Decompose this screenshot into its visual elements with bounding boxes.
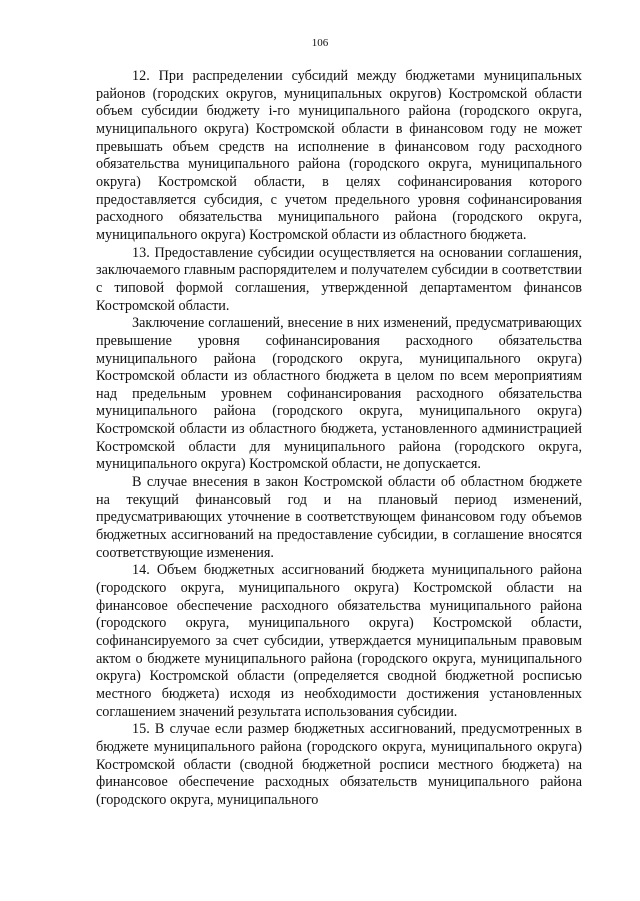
page-number: 106 xyxy=(311,37,329,49)
paragraph-12: 12. При распределении субсидий между бюджетами муниципальных районов (городских округов, муниципальных округов) Костромской области объем субсидии бюджету i-го муниципального района (городского округа, муниципального округа) Костромской области в финансовом году не может превышать объем средств на исполнение в финансовом году расходного обязательства муниципального района (городского округа, муниципального округа) Костромской области, в целях софинансирования которого предоставляется субсидия, с учетом предельного уровня софинансирования расходного обязательства муниципального района (городского округа, муниципального округа) Костромской области из областного бюджета. xyxy=(96,68,582,243)
document-body xyxy=(96,68,582,810)
paragraph-law-amendments: В случае внесения в закон Костромской области об областном бюджете на текущий финансовый год и на плановый период изменений, предусматривающих уточнение в соответствующем финансовом году объемов бюджетных ассигнований на предоставление субсидии, в соглашение вносятся соответствующие изменения. xyxy=(96,474,582,561)
paragraph-agreement-changes: Заключение соглашений, внесение в них изменений, предусматривающих превышение уровня софинансирования расходного обязательства муниципального района (городского округа, муниципального округа) Костромской области из областного бюджета в целом по всем мероприятиям над предельным уровнем софинансирования расходного обязательства муниципального района (городского округа, муниципального округа) Костромской области из областного бюджета, установленного администрацией Костромской области для муниципального района (городского округа, муниципального округа) Костромской области, не допускается. xyxy=(96,315,582,473)
paragraph-15: 15. В случае если размер бюджетных ассигнований, предусмотренных в бюджете муниципального района (городского округа, муниципального округа) Костромской области (сводной бюджетной росписи местного бюджета) на финансовое обеспечение расходных обязательств муниципального района (городского округа, муниципального xyxy=(96,721,582,808)
paragraph-13: 13. Предоставление субсидии осуществляется на основании соглашения, заключаемого главным распорядителем и получателем субсидии в соответствии с типовой формой соглашения, утвержденной департаментом финансов Костромской области. xyxy=(96,244,582,314)
paragraph-14: 14. Объем бюджетных ассигнований бюджета муниципального района (городского округа, муниципального округа) Костромской области на финансовое обеспечение расходного обязательства муниципального района (городского округа, муниципального округа) Костромской области, софинансируемого за счет субсидии, утверждается муниципальным правовым актом о бюджете муниципального района (городского округа, муниципального округа) Костромской области (определяется сводной бюджетной росписью местного бюджета) исходя из необходимости достижения установленных соглашением значений результата использования субсидии. xyxy=(96,562,582,720)
